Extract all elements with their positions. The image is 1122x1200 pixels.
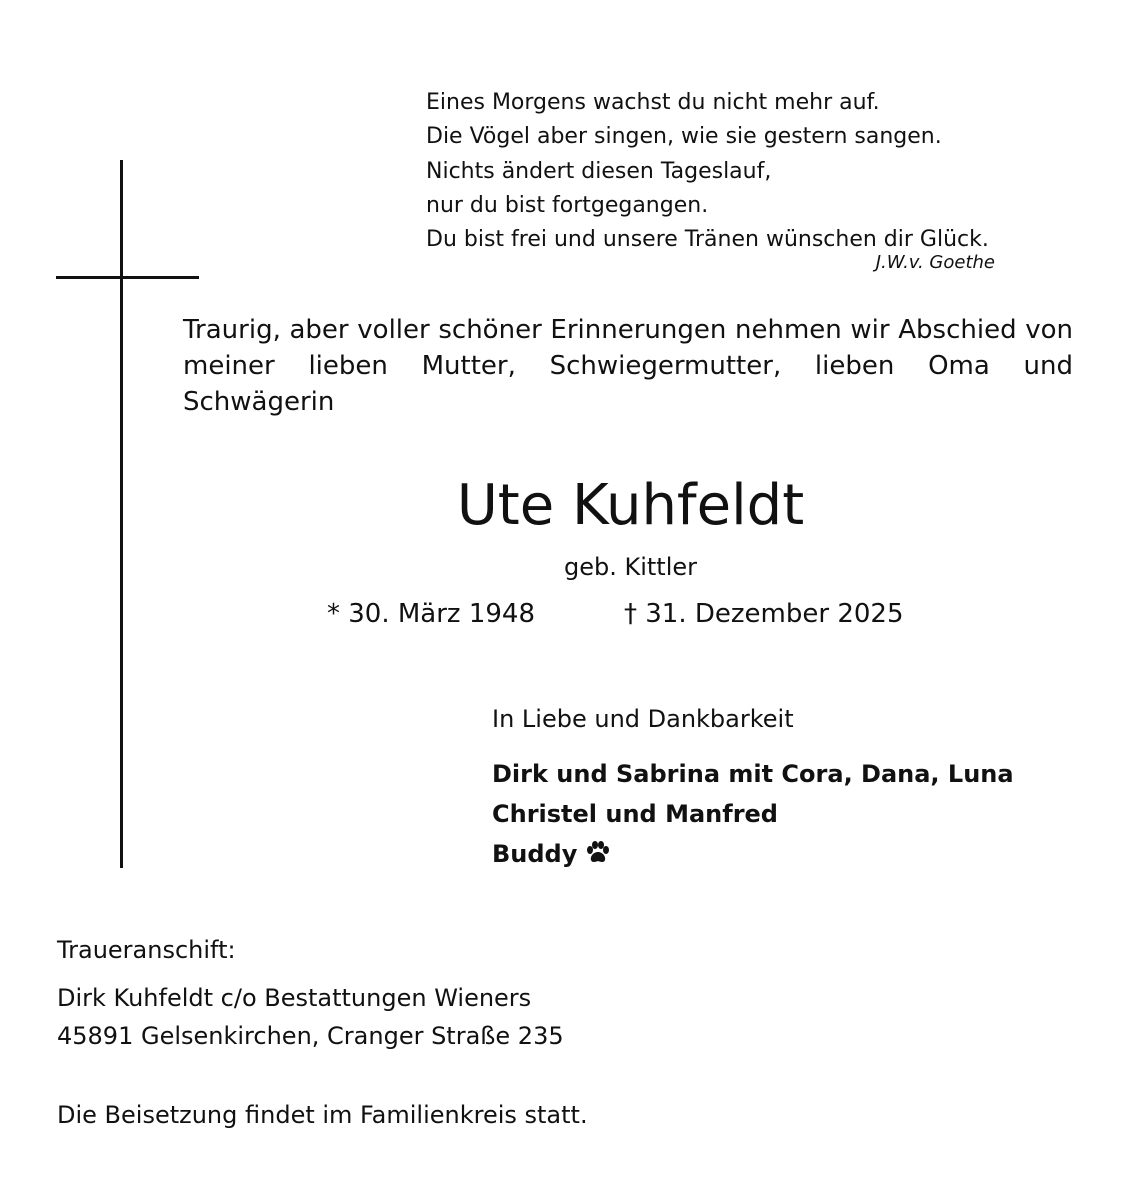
poem-attribution: J.W.v. Goethe — [875, 252, 995, 273]
mourner-label: Buddy — [492, 840, 578, 868]
mourner-pet — [492, 834, 1014, 877]
burial-note: Die Beisetzung findet im Familienkreis statt. — [57, 1101, 588, 1129]
address-line: Dirk Kuhfeldt c/o Bestattungen Wieners — [57, 984, 532, 1012]
mourner: Christel und Manfred — [492, 800, 778, 828]
address-heading: Traueranschift: — [57, 936, 236, 964]
maiden-name: geb. Kittler — [563, 553, 698, 581]
poem-line: Du bist frei und unsere Tränen wünschen dir Glück. — [426, 227, 989, 253]
signoff: In Liebe und Dankbarkeit — [492, 705, 794, 733]
mourner: Dirk und Sabrina mit Cora, Dana, Luna — [492, 760, 1014, 788]
intro-text: Traurig, aber voller schöner Erinnerungen nehmen wir Abschied von meiner lieben Mutter, Schwiegermutter, lieben Oma und Schwägerin — [183, 315, 1073, 417]
deceased-name: Ute Kuhfeldt — [456, 473, 805, 538]
paw-print-icon — [585, 837, 611, 877]
address-line: 45891 Gelsenkirchen, Cranger Straße 235 — [57, 1022, 564, 1050]
poem-line: Eines Morgens wachst du nicht mehr auf. — [426, 90, 880, 115]
cross-horizontal-bar — [56, 276, 199, 279]
poem-line: Nichts ändert diesen Tageslauf, — [426, 158, 772, 184]
poem-line: Die Vögel aber singen, wie sie gestern sangen. — [426, 124, 942, 150]
poem — [426, 86, 989, 257]
death-date: † 31. Dezember 2025 — [624, 599, 904, 629]
mourners-list — [492, 754, 1014, 877]
poem-line: nur du bist fortgegangen. — [426, 192, 709, 218]
birth-date: * 30. März 1948 — [327, 599, 536, 629]
address-block — [57, 931, 564, 1055]
